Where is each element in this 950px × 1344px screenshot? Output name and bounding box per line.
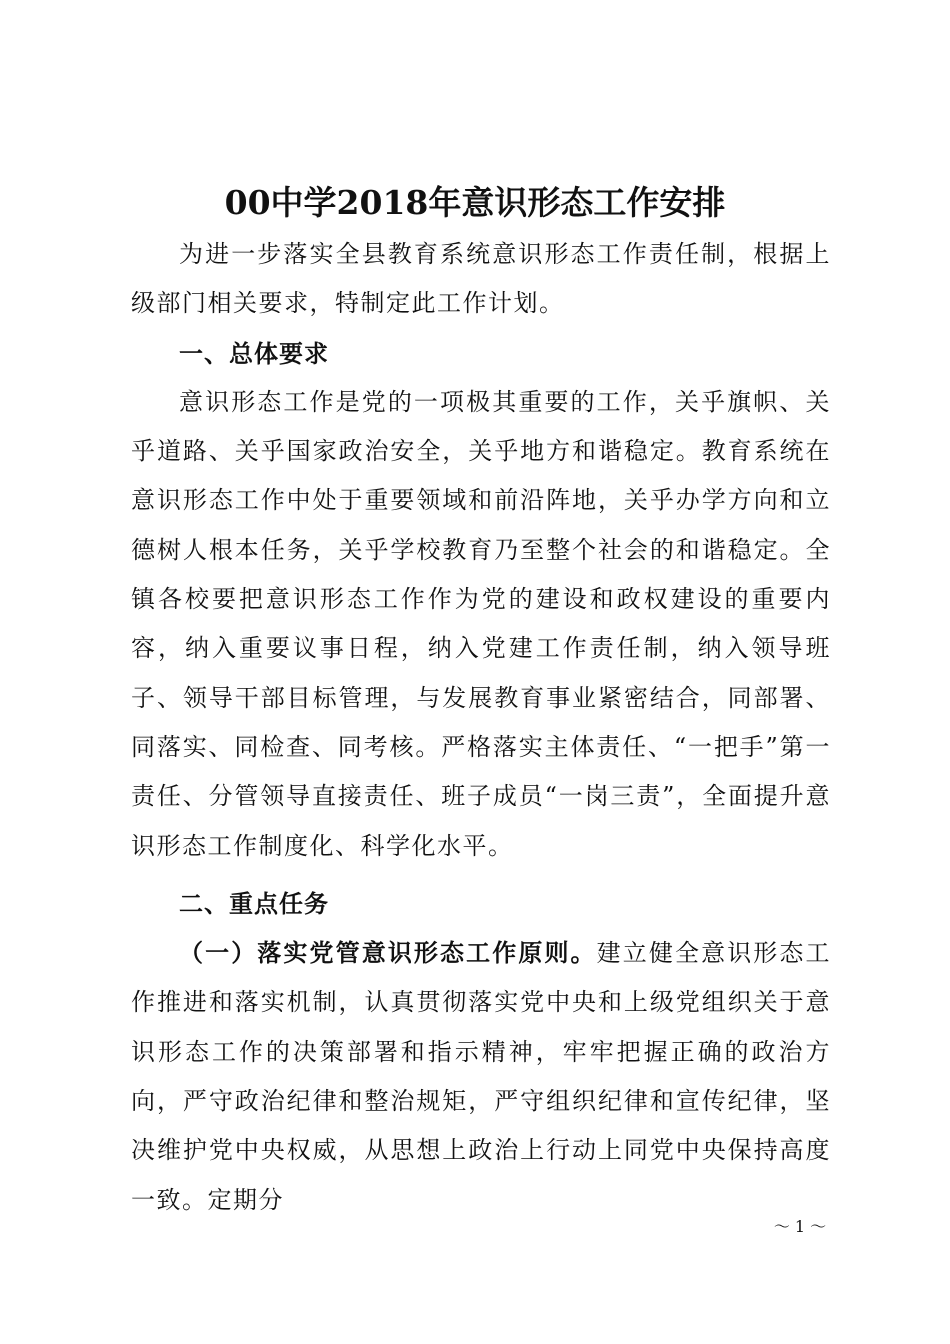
- key-task-item-1-text: 建立健全意识形态工作推进和落实机制，认真贯彻落实党中央和上级党组织关于意识形态工作的决策部署和指示精神，牢牢把握正确的政治方向，严守政治纪律和整治规矩，严守组织纪律和宣传纪律，坚决维护党中央权威，从思想上政治上行动上同党中央保持高度一致。定期分: [131, 939, 832, 1214]
- section-heading-key-tasks: 二、重点任务: [179, 888, 329, 918]
- document-body: [131, 230, 831, 1225]
- key-task-item-1: [131, 928, 831, 1225]
- general-requirements-paragraph: 意识形态工作是党的一项极其重要的工作，关乎旗帜、关乎道路、关乎国家政治安全，关乎地方和谐稳定。教育系统在意识形态工作中处于重要领域和前沿阵地，关乎办学方向和立德树人根本任务，关乎学校教育乃至整个社会的和谐稳定。全镇各校要把意识形态工作作为党的建设和政权建设的重要内容，纳入重要议事日程，纳入党建工作责任制，纳入领导班子、领导干部目标管理，与发展教育事业紧密结合，同部署、同落实、同检查、同考核。严格落实主体责任、“一把手”第一责任、分管领导直接责任、班子成员“一岗三责”，全面提升意识形态工作制度化、科学化水平。: [131, 387, 831, 860]
- document-title: 00中学2018年意识形态工作安排: [224, 183, 726, 222]
- page-number: ～ 1 ～: [773, 1217, 827, 1236]
- key-task-item-1-lead: （一）落实党管意识形态工作原则。: [179, 938, 597, 968]
- section-heading-general-requirements: 一、总体要求: [179, 338, 329, 368]
- intro-paragraph: 为进一步落实全县教育系统意识形态工作责任制，根据上级部门相关要求，特制定此工作计划。: [131, 240, 831, 318]
